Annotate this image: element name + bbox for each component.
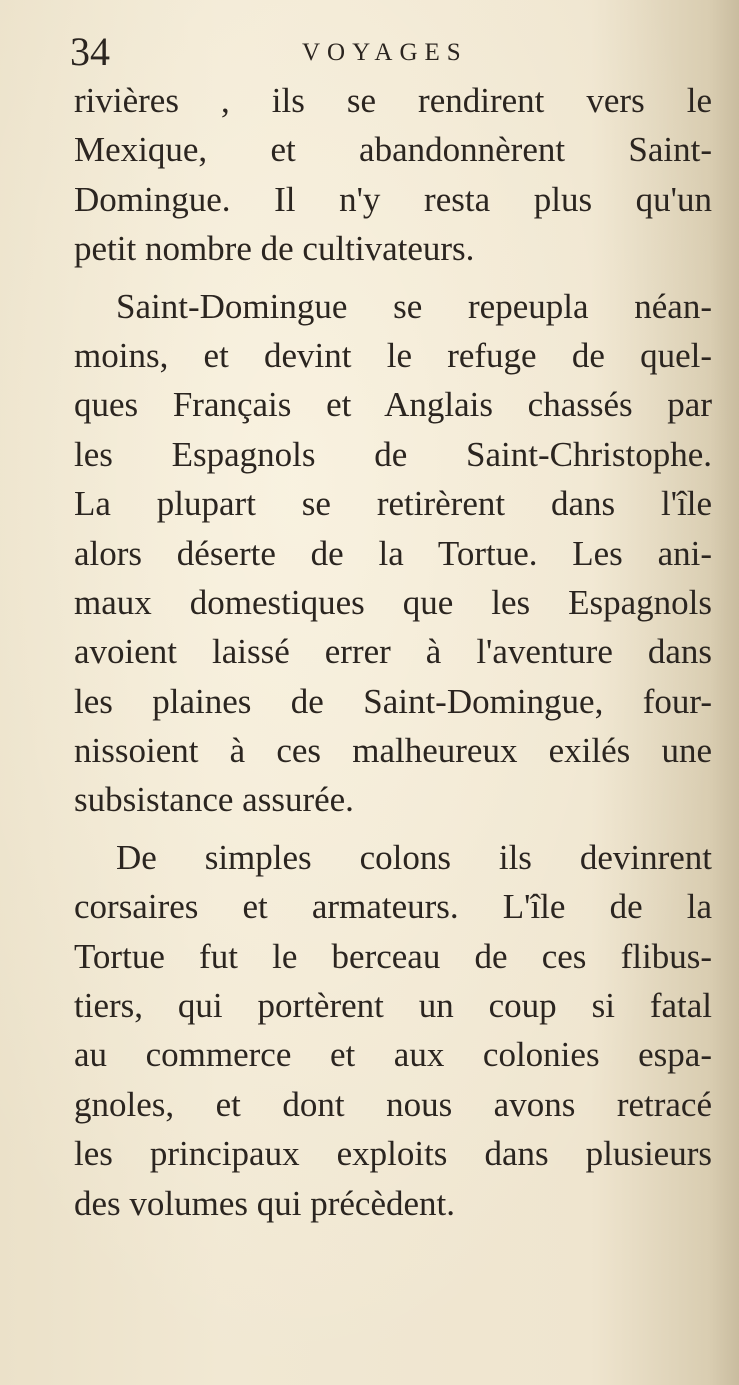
text-line: petit nombre de cultivateurs.	[74, 229, 475, 269]
running-head: VOYAGES	[302, 39, 468, 66]
text-line: les Espagnols de Saint-Christophe.	[74, 434, 712, 474]
paragraph-2	[74, 282, 712, 825]
text-line: maux domestiques que les Espagnols	[74, 582, 712, 622]
text-line: alors déserte de la Tortue. Les ani-	[74, 533, 712, 573]
text-line: au commerce et aux colonies espa-	[74, 1035, 712, 1075]
text-line: rivières , ils se rendirent vers le	[74, 81, 712, 120]
text-line: moins, et devint le refuge de quel-	[74, 335, 712, 375]
paragraph-3	[74, 833, 712, 1228]
text-line: Tortue fut le berceau de ces flibus-	[74, 936, 712, 976]
text-line: nissoient à ces malheureux exilés une	[74, 731, 712, 771]
text-line: les principaux exploits dans plusieurs	[74, 1134, 712, 1174]
page-number: 34	[70, 29, 110, 74]
text-line: Domingue. Il n'y resta plus qu'un	[74, 179, 712, 219]
text-line: Mexique, et abandonnèrent Saint-	[74, 130, 712, 170]
paragraph-1	[74, 76, 712, 274]
text-line: De simples colons ils devinrent	[116, 837, 712, 877]
text-line: Saint-Domingue se repeupla néan-	[116, 286, 712, 326]
text-line: gnoles, et dont nous avons retracé	[74, 1084, 712, 1124]
body-text	[74, 76, 712, 1228]
text-line: avoient laissé errer à l'aventure dans	[74, 632, 712, 672]
text-line: subsistance assurée.	[74, 780, 354, 820]
page-header	[70, 28, 670, 76]
text-line: des volumes qui précèdent.	[74, 1183, 456, 1223]
text-line: ques Français et Anglais chassés par	[74, 385, 712, 425]
text-line: corsaires et armateurs. L'île de la	[74, 887, 712, 927]
text-line: tiers, qui portèrent un coup si fatal	[74, 986, 712, 1026]
text-line: La plupart se retirèrent dans l'île	[74, 484, 712, 524]
text-line: les plaines de Saint-Domingue, four-	[74, 681, 712, 721]
